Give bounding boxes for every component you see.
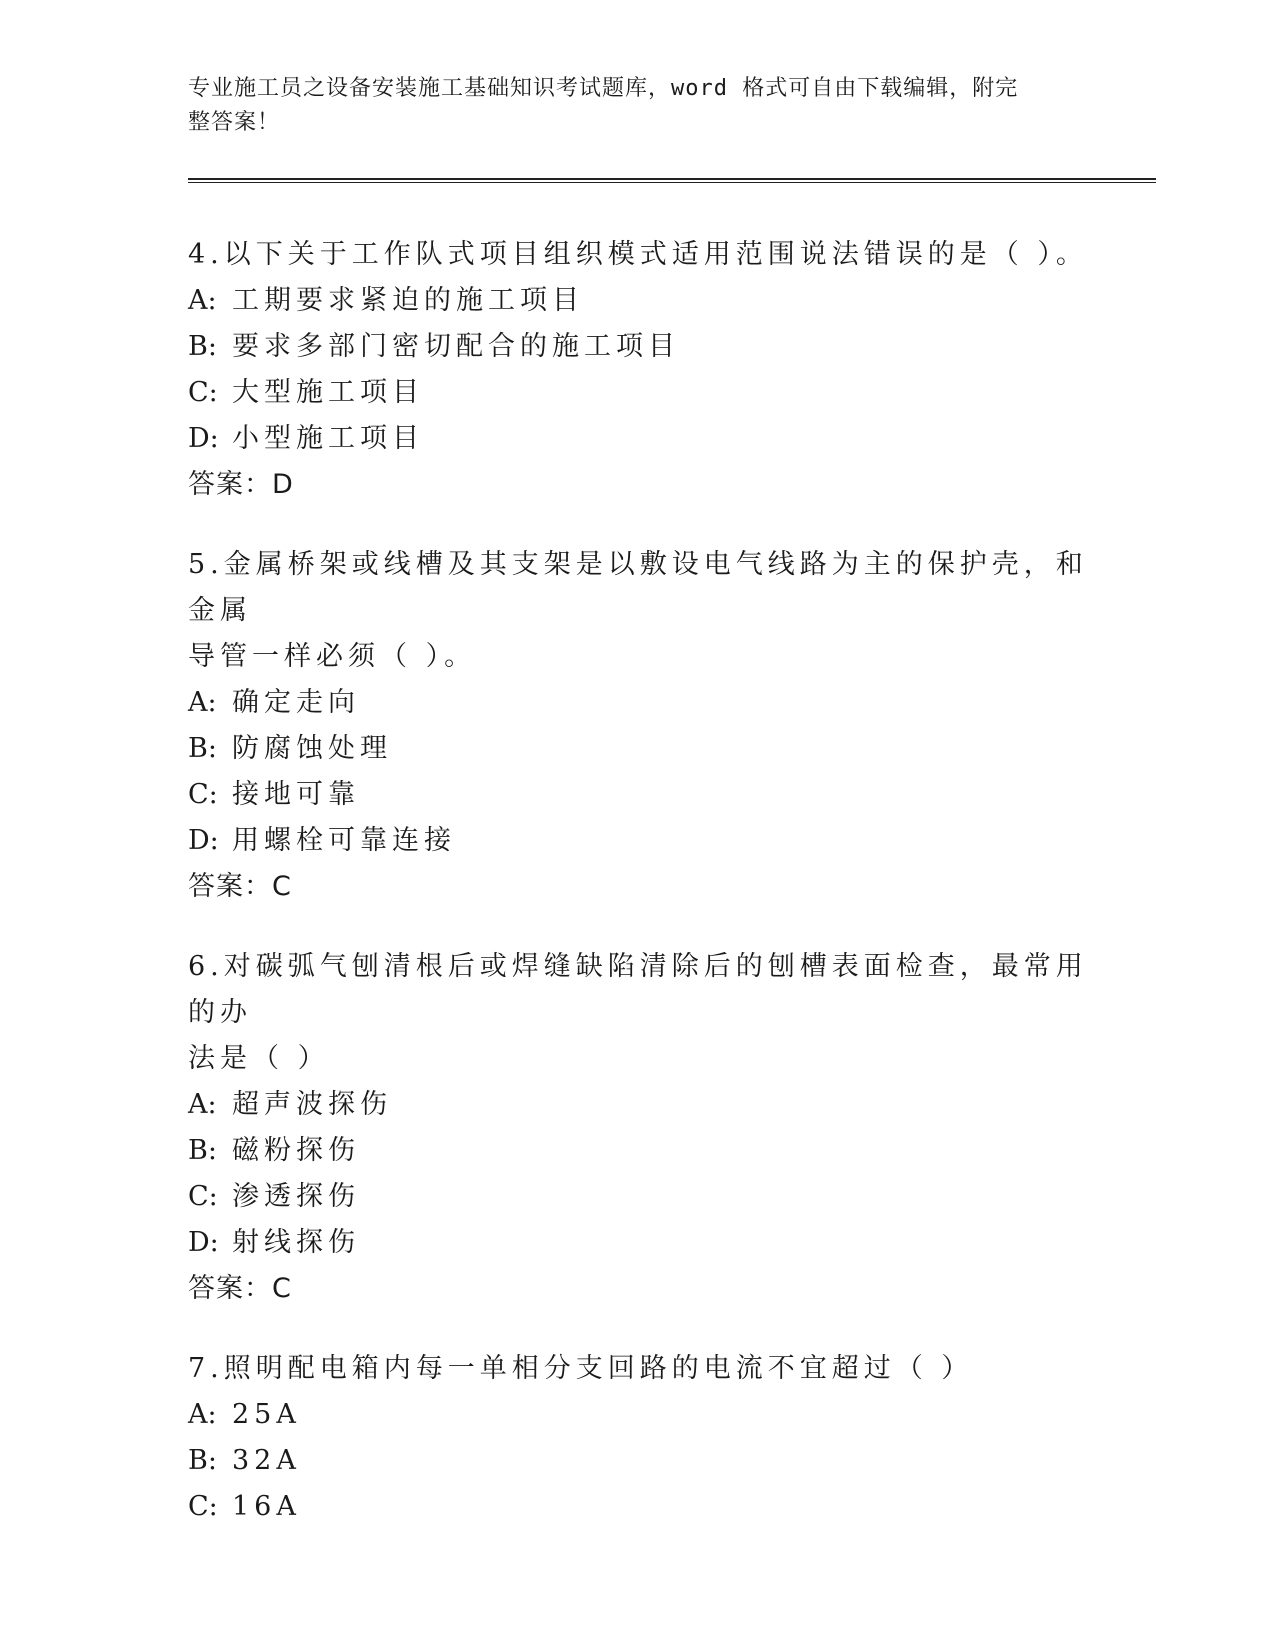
header-divider <box>188 178 1156 183</box>
answer-line: 答案：C <box>188 1273 292 1304</box>
option-b <box>188 726 1088 772</box>
option-c <box>188 370 1088 416</box>
option-b <box>188 1438 1088 1484</box>
question-stem: 4.以下关于工作队式项目组织模式适用范围说法错误的是（ ）。 <box>188 239 1088 270</box>
option-a <box>188 1392 1088 1438</box>
option-letter: C: <box>188 1181 218 1212</box>
option-d <box>188 1220 1088 1266</box>
option-c <box>188 772 1088 818</box>
option-text: 超声波探伤 <box>232 1089 392 1120</box>
option-c <box>188 1174 1088 1220</box>
option-a <box>188 278 1088 324</box>
option-text: 接地可靠 <box>232 779 360 810</box>
option-letter: D: <box>188 423 219 454</box>
option-text: 25A <box>232 1399 301 1430</box>
option-letter: B: <box>188 733 217 764</box>
option-letter: C: <box>188 779 218 810</box>
option-d <box>188 818 1088 864</box>
option-a <box>188 680 1088 726</box>
question-7 <box>188 1346 1088 1530</box>
option-letter: D: <box>188 1227 219 1258</box>
answer-line: 答案：D <box>188 469 294 500</box>
question-stem-line-2: 法是（ ） <box>188 1043 330 1074</box>
answer-line: 答案：C <box>188 871 292 902</box>
option-letter: D: <box>188 825 219 856</box>
option-text: 防腐蚀处理 <box>232 733 392 764</box>
header-line-2: 整答案！ <box>188 110 281 135</box>
question-6 <box>188 944 1088 1312</box>
option-letter: A: <box>188 687 217 718</box>
option-letter: A: <box>188 1399 217 1430</box>
option-letter: A: <box>188 1089 217 1120</box>
option-text: 小型施工项目 <box>232 423 424 454</box>
option-letter: B: <box>188 331 217 362</box>
question-stem-line-1: 6.对碳弧气刨清根后或焊缝缺陷清除后的刨槽表面检查，最常用的办 <box>188 951 1088 1028</box>
option-b <box>188 324 1088 370</box>
option-text: 渗透探伤 <box>232 1181 360 1212</box>
option-text: 确定走向 <box>232 687 360 718</box>
option-b <box>188 1128 1088 1174</box>
option-text: 射线探伤 <box>232 1227 360 1258</box>
option-letter: B: <box>188 1445 217 1476</box>
option-text: 要求多部门密切配合的施工项目 <box>232 331 680 362</box>
option-text: 32A <box>232 1445 301 1476</box>
question-list <box>188 232 1088 1564</box>
question-4 <box>188 232 1088 508</box>
question-5 <box>188 542 1088 910</box>
option-text: 用螺栓可靠连接 <box>232 825 456 856</box>
option-text: 磁粉探伤 <box>232 1135 360 1166</box>
question-stem-line-1: 5.金属桥架或线槽及其支架是以敷设电气线路为主的保护壳，和金属 <box>188 549 1088 626</box>
option-text: 大型施工项目 <box>232 377 424 408</box>
question-stem-line-2: 导管一样必须（ ）。 <box>188 641 477 672</box>
option-text: 16A <box>232 1491 301 1522</box>
option-text: 工期要求紧迫的施工项目 <box>232 285 584 316</box>
option-letter: B: <box>188 1135 217 1166</box>
option-d <box>188 416 1088 462</box>
question-stem: 7.照明配电箱内每一单相分支回路的电流不宜超过（ ） <box>188 1353 974 1384</box>
option-a <box>188 1082 1088 1128</box>
document-header <box>188 72 1068 140</box>
option-c <box>188 1484 1088 1530</box>
option-letter: C: <box>188 1491 218 1522</box>
option-letter: A: <box>188 285 217 316</box>
header-line-1: 专业施工员之设备安装施工基础知识考试题库，word 格式可自由下载编辑，附完 <box>188 76 1019 101</box>
option-letter: C: <box>188 377 218 408</box>
